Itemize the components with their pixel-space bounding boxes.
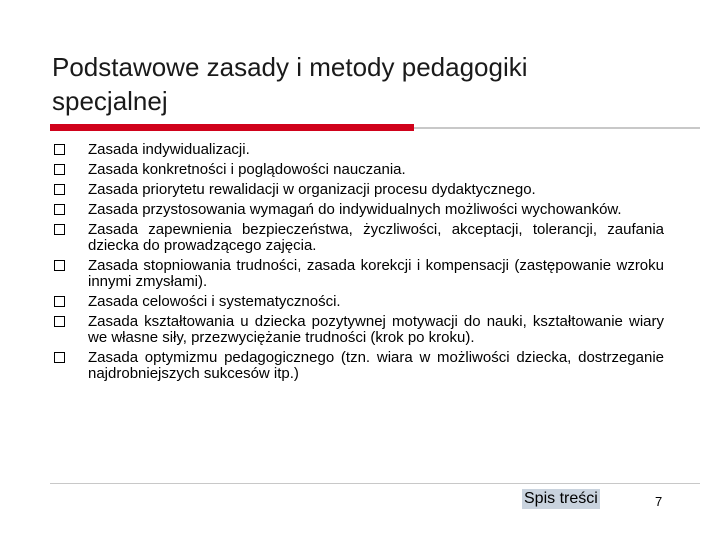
list-item-text: Zasada indywidualizacji. (88, 141, 250, 158)
list-item-text: Zasada stopniowania trudności, zasada korekcji i kompensacji (zastępowanie wzroku innymi zmysłami). (88, 257, 664, 290)
hollow-square-icon (54, 164, 65, 175)
hollow-square-icon (54, 260, 65, 271)
list-item-text: Zasada przystosowania wymagań do indywidualnych możliwości wychowanków. (88, 201, 622, 218)
hollow-square-icon (54, 204, 65, 215)
list-item (48, 294, 664, 310)
list-item (48, 182, 664, 198)
footer-divider (50, 483, 700, 484)
table-of-contents-link[interactable]: Spis treści (524, 490, 598, 507)
hollow-square-icon (54, 316, 65, 327)
slide-title: Podstawowe zasady i metody pedagogiki specjalnej (52, 52, 528, 116)
hollow-square-icon (54, 144, 65, 155)
hollow-square-icon (54, 296, 65, 307)
list-item (48, 162, 664, 178)
list-item (48, 202, 664, 218)
hollow-square-icon (54, 224, 65, 235)
title-accent-bar (50, 124, 414, 131)
list-item-text: Zasada celowości i systematyczności. (88, 293, 341, 310)
list-item-text: Zasada priorytetu rewalidacji w organizacji procesu dydaktycznego. (88, 181, 536, 198)
list-item (48, 258, 664, 290)
list-item (48, 350, 664, 382)
list-item-text: Zasada zapewnienia bezpieczeństwa, życzliwości, akceptacji, tolerancji, zaufania dziecka do prowadzącego zajęcia. (88, 221, 664, 254)
page-number: 7 (655, 494, 663, 509)
list-item-text: Zasada kształtowania u dziecka pozytywnej motywacji do nauki, kształtowanie wiary we własne siły, przezwyciężanie trudności (krok po kroku). (88, 313, 664, 346)
list-item (48, 314, 664, 346)
principles-list (48, 142, 664, 386)
hollow-square-icon (54, 184, 65, 195)
hollow-square-icon (54, 352, 65, 363)
list-item-text: Zasada konkretności i poglądowości nauczania. (88, 161, 406, 178)
list-item (48, 142, 664, 158)
list-item-text: Zasada optymizmu pedagogicznego (tzn. wiara w możliwości dziecka, dostrzeganie najdrobniejszych sukcesów itp.) (88, 349, 664, 382)
list-item (48, 222, 664, 254)
